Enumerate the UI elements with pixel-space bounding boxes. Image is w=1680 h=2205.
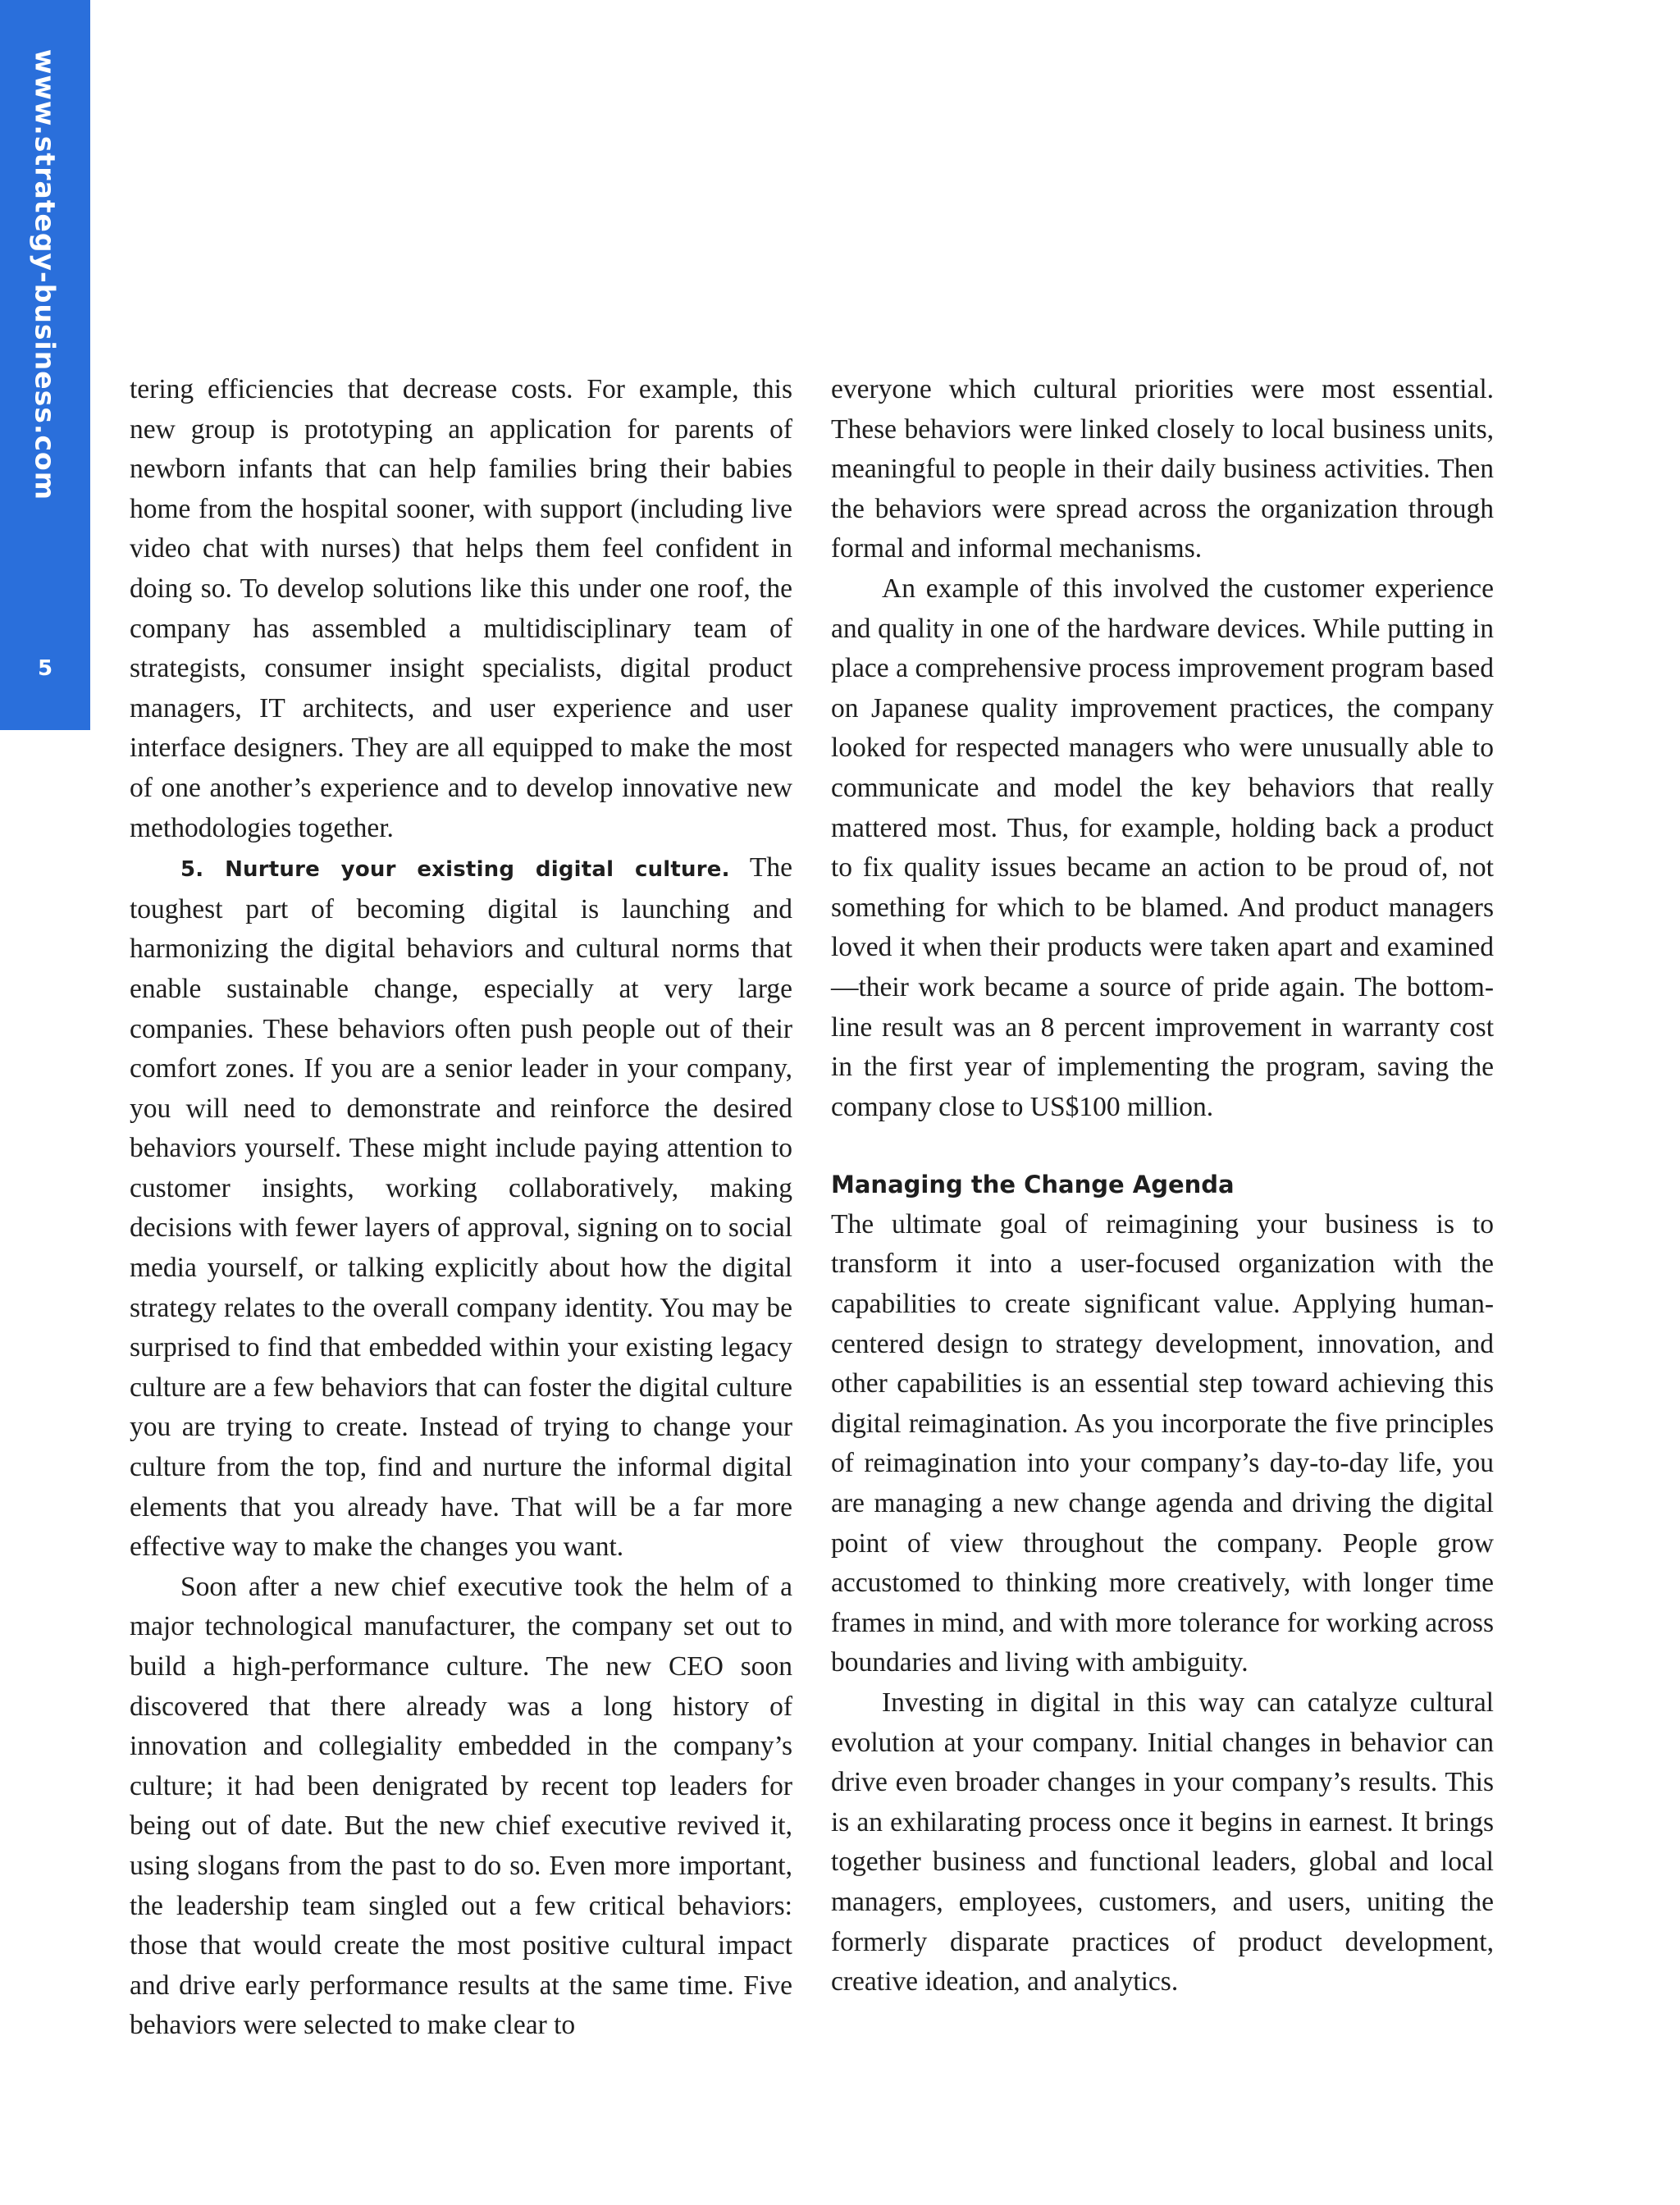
page-number: 5: [37, 656, 53, 681]
run-in-heading: 5. Nurture your existing digital culture.: [180, 857, 730, 883]
paragraph-text: The toughest part of becoming digital is launching and harmonizing the digital behaviors and cultural norms that enable sustainable change, especially at very large companies. These behaviors often push people out of their comfort zones. If you are a senior leader in your company, you will need to demonstrate and reinforce the desired behaviors yourself. These might include paying attention to customer insights, working collaboratively, making decisions with fewer layers of approval, signing on to social media yourself, or talking explicitly about how the digital strategy relates to the overall company identity. You may be surprised to find that embedded within your existing legacy culture are a few behaviors that can foster the digital culture you are trying to create. Instead of trying to change your culture from the top, find and nurture the informal digital elements that you already have. That will be a far more effective way to make the changes you want.: [130, 852, 792, 1563]
paragraph: Soon after a new chief executive took the helm of a major technological manufacturer, the company set out to build a high-performance culture. The new CEO soon discovered that there already was a long history of innovation and collegiality embedded in the company’s culture; it had been denigrated by recent top leaders for being out of date. But the new chief executive revived it, using slogans from the past to do so. Even more important, the leadership team singled out a few critical behaviors: those that would create the most positive cultural impact and drive early performance results at the same time. Five behaviors were selected to make clear to: [130, 1571, 792, 2041]
paragraph: An example of this involved the customer experience and quality in one of the hardware devices. While putting in place a comprehensive process improvement program based on Japanese quality improvement practices, the company looked for respected managers who were unusually able to communicate and model the key behaviors that really mattered most. Thus, for example, holding back a product to fix quality issues became an action to be proud of, not something for which to be blamed. And product managers loved it when their products were taken apart and examined—their work became a source of pride again. The bottom-line result was an 8 percent improvement in warranty cost in the first year of implementing the program, saving the company close to US$100 million.: [831, 573, 1494, 1122]
right-column: [831, 370, 1494, 2002]
paragraph: tering efficiencies that decrease costs. For example, this new group is prototyping an application for parents of newborn infants that can help families bring their babies home from the hospital sooner, with support (including live video chat with nurses) that helps them feel confident in doing so. To develop solutions like this under one roof, the company has assembled a multidisciplinary team of strategists, consumer insight specialists, digital product managers, IT architects, and user experience and user interface designers. They are all equipped to make the most of one another’s experience and to develop innovative new methodologies together.: [130, 374, 792, 843]
site-url: www.strategy-business.com: [29, 48, 62, 501]
section-heading: Managing the Change Agenda: [831, 1171, 1235, 1199]
paragraph: [130, 848, 792, 1568]
paragraph: The ultimate goal of reimagining your business is to transform it into a user-focused organization with the capabilities to create significant value. Applying human-centered design to strategy development, innovation, and other capabilities is an essential step toward achieving this digital reimagination. As you incorporate the five principles of reimagination into your company’s day-to-day life, you are managing a new change agenda and driving the digital point of view throughout the company. People grow accustomed to thinking more creatively, with longer time frames in mind, and with more tolerance for working across boundaries and living with ambiguity.: [831, 1208, 1494, 1678]
paragraph: Investing in digital in this way can catalyze cultural evolution at your company. Initial changes in behavior can drive even broader changes in your company’s results. This is an exhilarating process once it begins in earnest. It brings together business and functional leaders, global and local managers, employees, customers, and users, uniting the formerly disparate practices of product development, creative ideation, and analytics.: [831, 1687, 1494, 1997]
left-column: [130, 370, 792, 2046]
paragraph: everyone which cultural priorities were most essential. These behaviors were linked closely to local business units, meaningful to people in their daily business activities. Then the behaviors were spread across the organization through formal and informal mechanisms.: [831, 374, 1494, 564]
